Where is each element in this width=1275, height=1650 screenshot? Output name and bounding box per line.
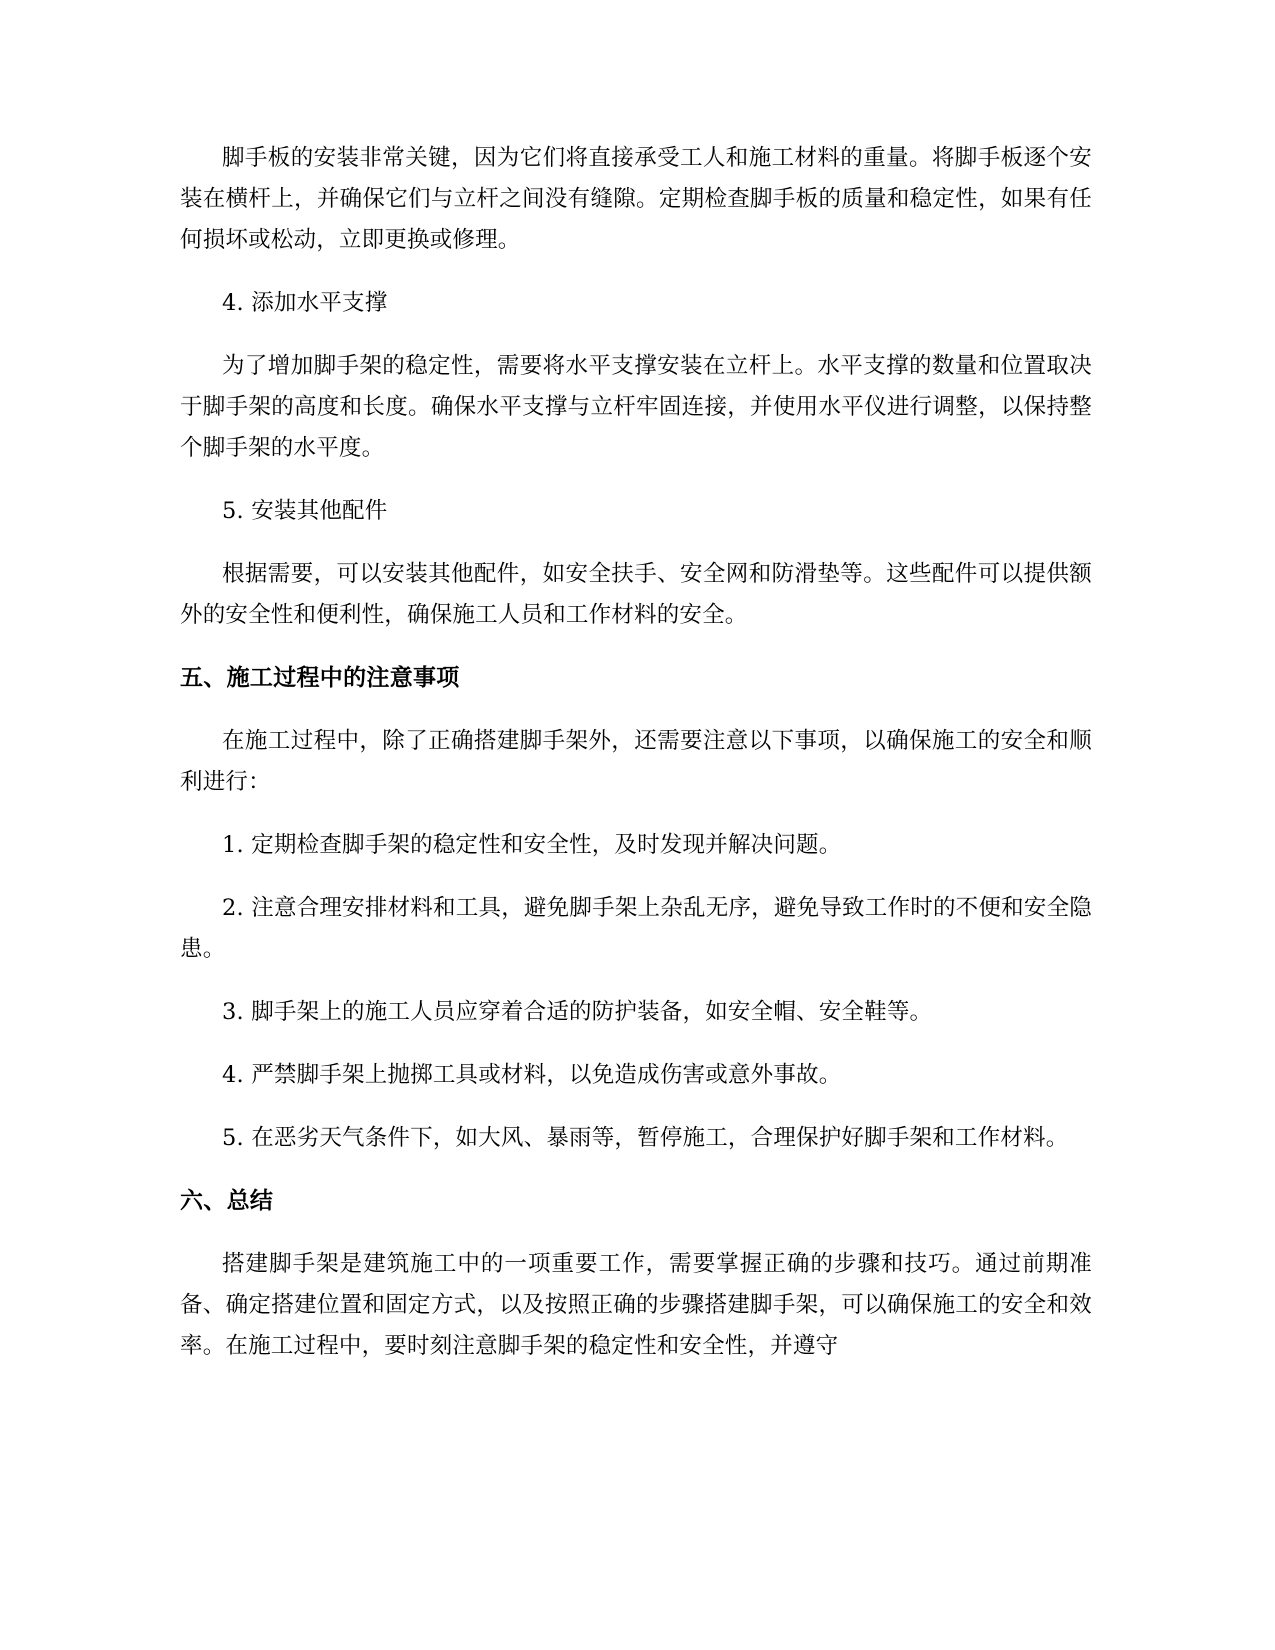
precaution-item-1: 1. 定期检查脚手架的稳定性和安全性，及时发现并解决问题。 [222, 832, 842, 858]
precaution-item-2: 2. 注意合理安排材料和工具，避免脚手架上杂乱无序，避免导致工作时的不便和安全隐患。 [180, 895, 1092, 962]
paragraph-summary: 搭建脚手架是建筑施工中的一项重要工作，需要掌握正确的步骤和技巧。通过前期准备、确定搭建位置和固定方式，以及按照正确的步骤搭建脚手架，可以确保施工的安全和效率。在施工过程中，要时刻注意脚手架的稳定性和安全性，并遵守 [180, 1251, 1092, 1359]
paragraph-horizontal-support: 为了增加脚手架的稳定性，需要将水平支撑安装在立杆上。水平支撑的数量和位置取决于脚手架的高度和长度。确保水平支撑与立杆牢固连接，并使用水平仪进行调整，以保持整个脚手架的水平度。 [180, 353, 1092, 461]
precaution-item-4: 4. 严禁脚手架上抛掷工具或材料，以免造成伤害或意外事故。 [222, 1062, 842, 1088]
document-page [180, 138, 1092, 1389]
step-4-title: 4. 添加水平支撑 [222, 290, 388, 316]
paragraph-precautions-intro: 在施工过程中，除了正确搭建脚手架外，还需要注意以下事项，以确保施工的安全和顺利进行： [180, 728, 1092, 795]
step-5-title: 5. 安装其他配件 [222, 498, 388, 524]
paragraph-other-accessories: 根据需要，可以安装其他配件，如安全扶手、安全网和防滑垫等。这些配件可以提供额外的安全性和便利性，确保施工人员和工作材料的安全。 [180, 561, 1092, 628]
section-heading-summary: 六、总结 [180, 1188, 274, 1214]
precaution-item-3: 3. 脚手架上的施工人员应穿着合适的防护装备，如安全帽、安全鞋等。 [222, 999, 933, 1025]
precaution-item-5: 5. 在恶劣天气条件下，如大风、暴雨等，暂停施工，合理保护好脚手架和工作材料。 [222, 1125, 1069, 1151]
paragraph-scaffold-board: 脚手板的安装非常关键，因为它们将直接承受工人和施工材料的重量。将脚手板逐个安装在横杆上，并确保它们与立杆之间没有缝隙。定期检查脚手板的质量和稳定性，如果有任何损坏或松动，立即更换或修理。 [180, 145, 1092, 253]
section-heading-precautions: 五、施工过程中的注意事项 [180, 665, 460, 691]
